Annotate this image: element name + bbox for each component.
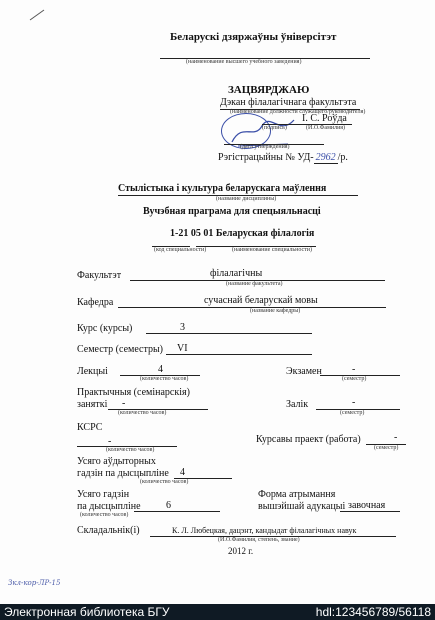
exam-caption: (семестр) [342,376,367,382]
discipline-name: Стылістыка і культура беларускага маўлення [118,183,327,194]
lectures-value: 4 [158,364,163,375]
auditory-value: 4 [180,467,185,478]
semester-value: VI [177,343,188,354]
practical-value: - [122,398,126,409]
total-label-line1: Усяго гадзін [77,489,130,500]
exam-label: Экзамен [286,366,322,377]
semester-underline [166,354,312,355]
department-value: сучаснай беларускай мовы [204,295,318,306]
handwritten-note: Зкл-кор-ЛР-15 [8,579,61,587]
department-caption: (название кафедры) [250,308,301,314]
lectures-caption: (количество часов) [140,376,189,382]
discipline-caption: (название дисциплины) [216,196,277,202]
library-footer-bar [0,604,435,620]
form-label-line1: Форма атрымання [258,489,336,500]
coursework-caption: (семестр) [374,445,399,451]
auditory-caption: (количество часов) [140,479,189,485]
registration-prefix: Рэгістрацыйны № УД- [218,152,314,163]
practical-label-line2: заняткі [77,399,108,410]
university-name: Беларускі дзяржаўны ўніверсітэт [170,31,337,43]
practical-caption: (количество часов) [118,410,167,416]
registration-label [218,152,348,163]
credit-label: Залік [286,399,309,410]
ksrs-value: - [108,436,112,447]
form-underline [340,511,400,512]
specialty-name-caption: (наименование специальности) [232,247,313,253]
author-value: К. Л. Любецкая, дацэнт, кандыдат філалагічных навук [172,526,357,535]
credit-caption: (семестр) [340,410,365,416]
total-caption: (количество часов) [80,512,129,518]
registration-suffix: /р. [337,152,348,163]
specialty-code-name: 1-21 05 01 Беларуская філалогія [170,228,315,239]
approval-title: ЗАЦВЯРДЖАЮ [228,84,310,96]
ksrs-caption: (количество часов) [106,447,155,453]
code-caption: (код специальности) [154,247,207,253]
position-caption: (наименование должности служащего/руководителя) [230,109,366,115]
auditory-label-line2: гадзін па дысцыпліне [77,468,169,479]
author-label: Складальнік(і) [77,525,140,536]
total-label-line2: па дысцыпліне [77,501,141,512]
coursework-value: - [394,432,398,443]
form-value: завочная [348,500,386,511]
approval-signer: І. С. Роўда [302,113,347,124]
library-name: Электронная библиотека БГУ [4,605,170,619]
author-caption: (И.О.Фамилия, степень, звание) [218,537,300,543]
signature-caption: (подпись) [262,125,287,131]
faculty-label: Факультэт [77,270,122,281]
practical-label-line1: Практычныя (семінарскія) [77,387,190,398]
ksrs-label: КСРС [77,422,103,433]
date-caption: (дата утверждения) [240,144,290,150]
faculty-value: філалагічны [210,268,263,279]
corner-mark [28,8,48,22]
department-label: Кафедра [77,297,114,308]
credit-value: - [352,397,356,408]
course-underline [146,333,312,334]
total-underline [134,511,220,512]
semester-label: Семестр (семестры) [77,344,164,355]
course-value: 3 [180,322,185,333]
approval-position: Дэкан філалагічнага факультэта [220,97,357,108]
university-caption: (наименование высшего учебного заведения) [186,59,302,65]
auditory-label-line1: Усяго аўдыторных [77,456,156,467]
faculty-caption: (название факультета) [226,281,283,287]
exam-value: - [352,364,356,375]
form-label-line2: вышэйшай адукацыі [258,501,346,512]
document-year: 2012 г. [228,546,254,556]
total-value: 6 [166,500,171,511]
handle-link[interactable]: hdl:123456789/56118 [315,605,431,619]
coursework-label: Курсавы праект (работа) [256,434,361,445]
course-label: Курс (курсы) [77,323,133,334]
program-type: Вучэбная праграма для спецыяльнасці [143,206,321,217]
registration-number: 2962 [315,152,336,163]
initials-caption: (И.О.Фамилия) [306,125,346,131]
lectures-label: Лекцыі [77,366,108,377]
